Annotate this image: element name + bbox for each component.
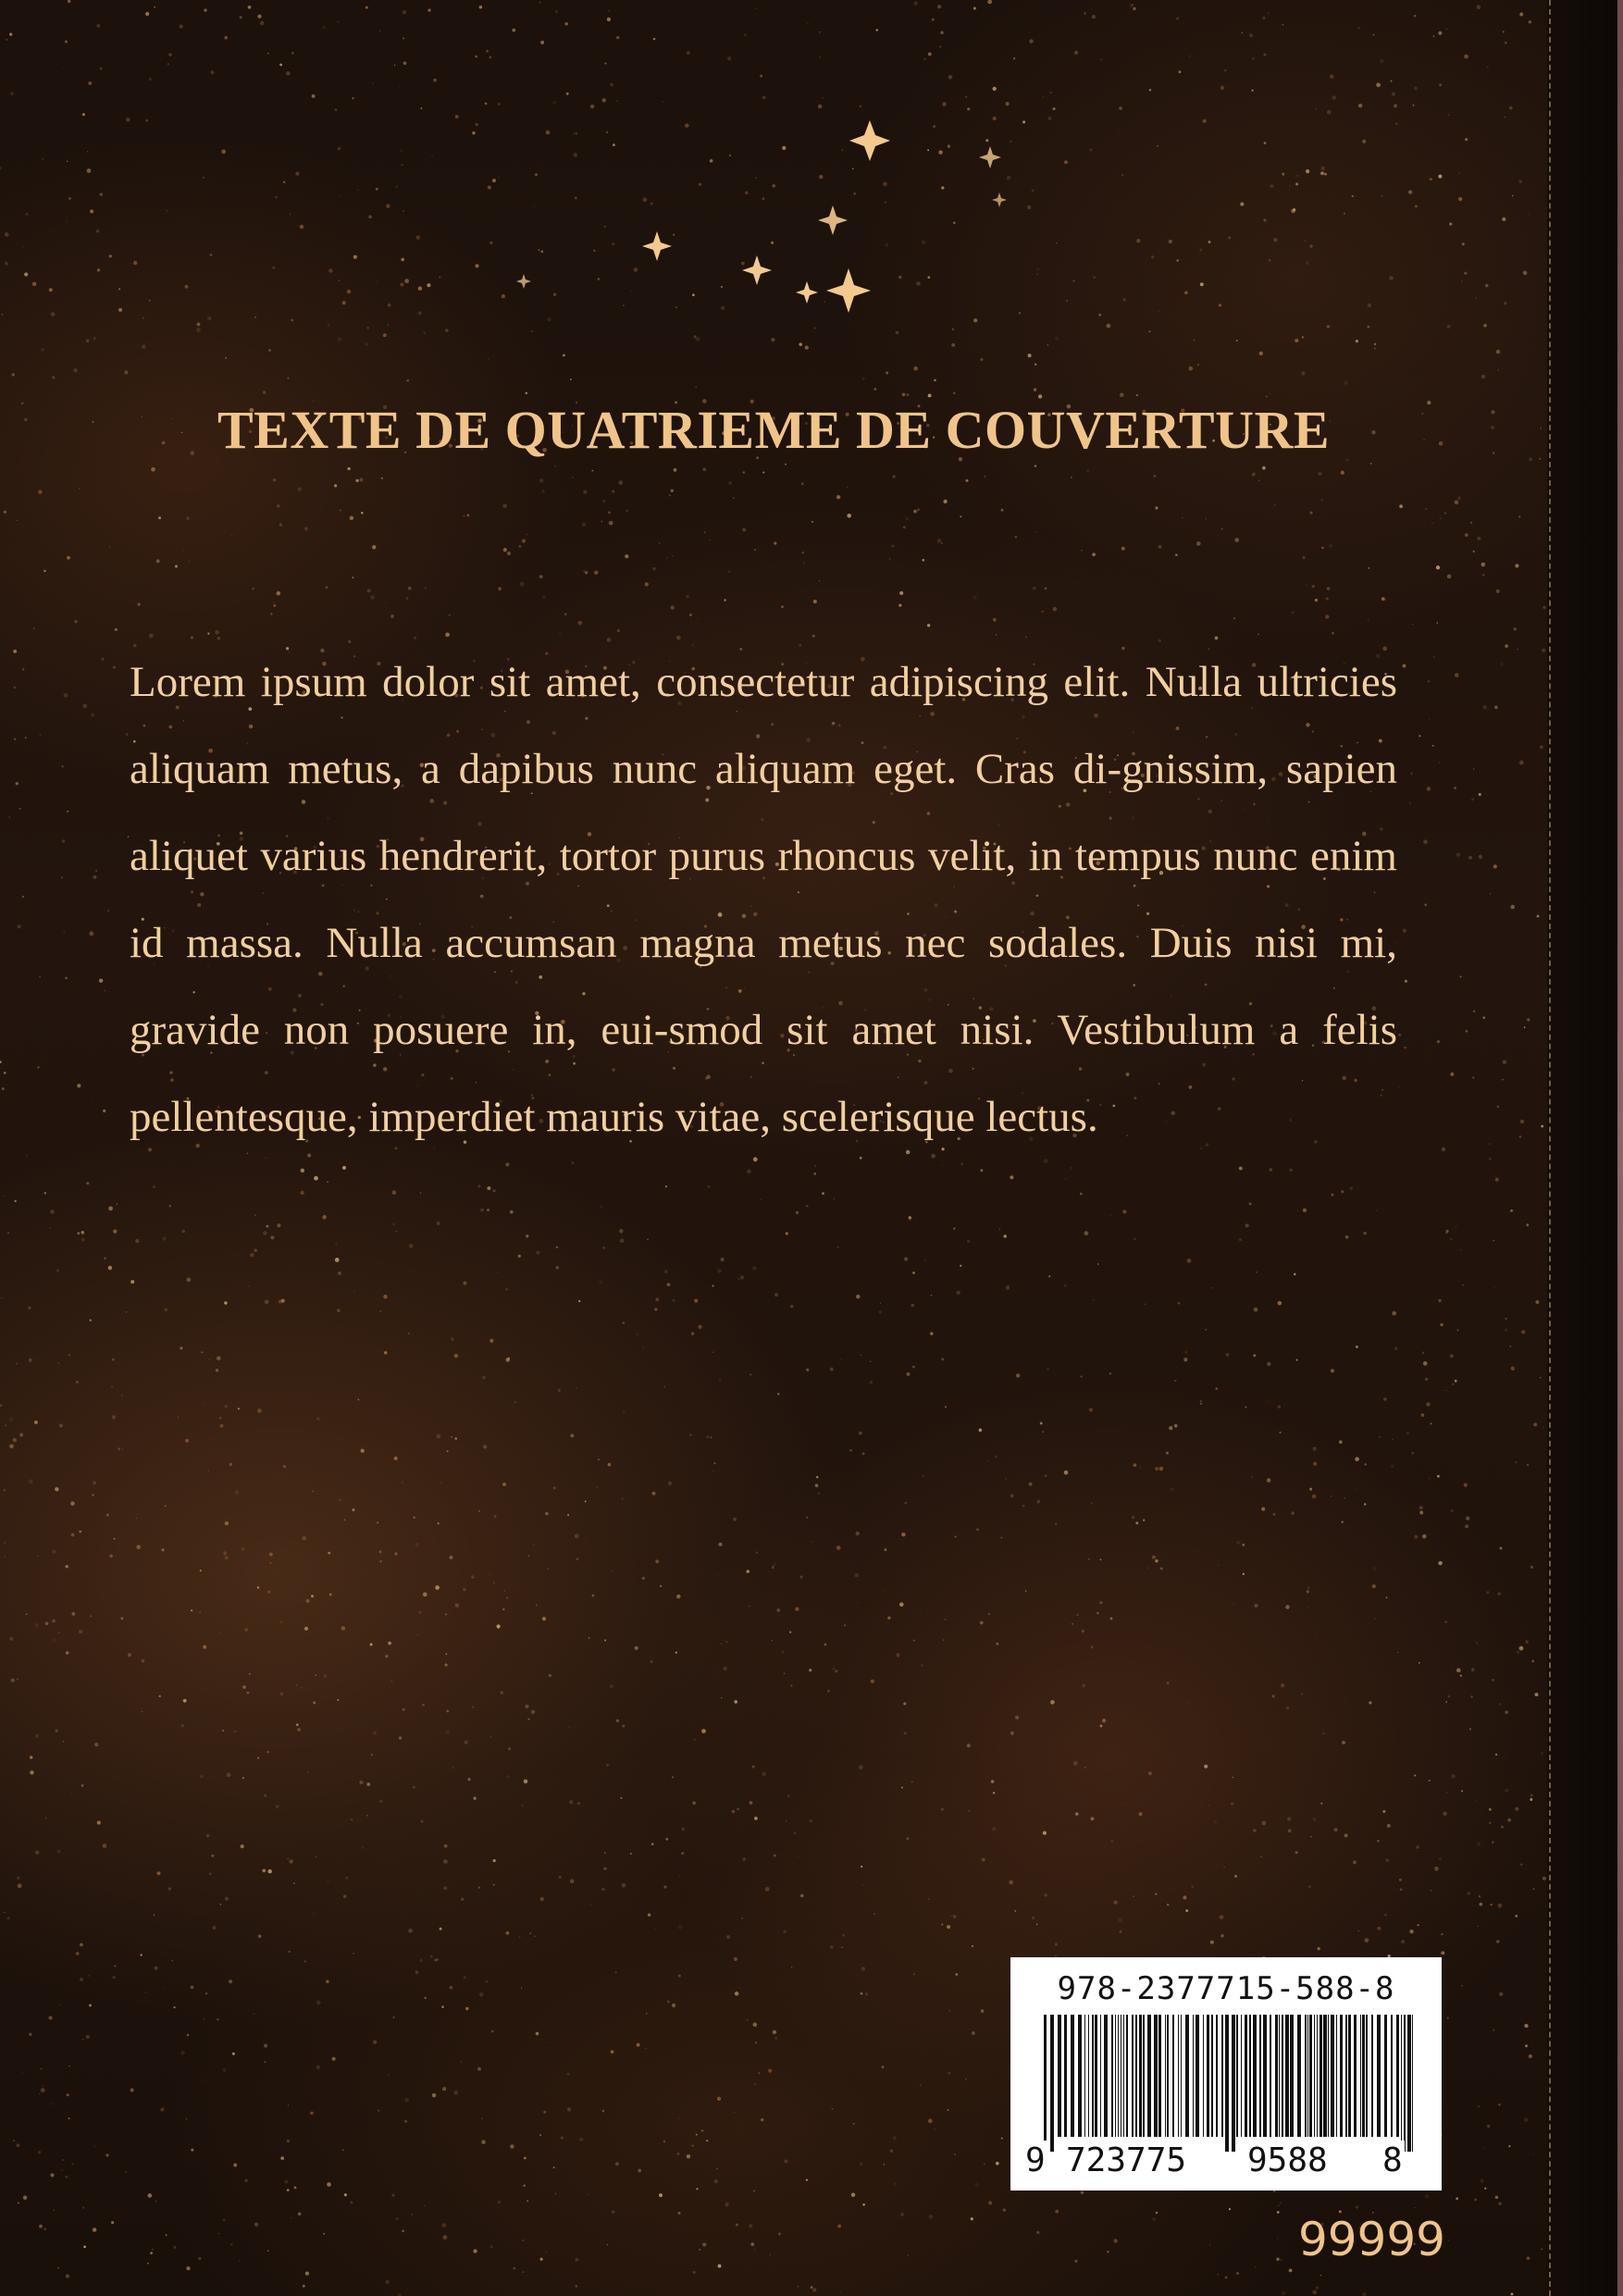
barcode-icon xyxy=(1044,2015,1414,2152)
barcode-digit-first: 9 xyxy=(1025,2141,1046,2179)
price-code: 99999 xyxy=(1297,2213,1445,2266)
spine-edge xyxy=(1617,0,1623,2296)
back-cover-blurb: Lorem ipsum dolor sit amet, consectetur adipiscing elit. Nulla ultricies aliquam metus, a dapibus nunc aliquam eget. Cras di-gnissim, sapien aliquet varius hendrerit, tortor purus rhoncus velit, in tempus nunc enim id massa. Nulla accumsan magna metus nec sodales. Duis nisi mi, gravide non posuere in, eui-smod sit amet nisi. Vestibulum a felis pellentesque, imperdiet mauris vitae, scelerisque lectus. xyxy=(130,658,1397,1141)
spine-fold-line xyxy=(1549,0,1551,2296)
back-cover-title: TEXTE DE QUATRIEME DE COUVERTURE xyxy=(217,400,1331,460)
barcode-digits-right: 9588 xyxy=(1247,2141,1328,2179)
barcode-digits xyxy=(1010,2141,1442,2187)
isbn-barcode xyxy=(1010,1957,1442,2191)
barcode-digit-last: 8 xyxy=(1382,2141,1403,2179)
spine xyxy=(1547,0,1623,2296)
barcode-digits-left: 723775 xyxy=(1066,2141,1187,2179)
isbn-number: 978-2377715-588-8 xyxy=(1057,1970,1395,2007)
star-cluster-icon xyxy=(481,102,1036,324)
